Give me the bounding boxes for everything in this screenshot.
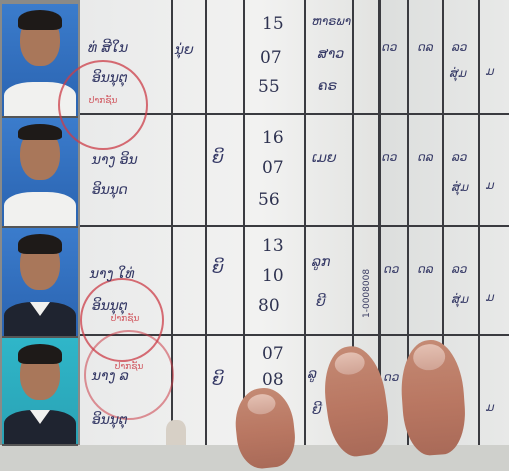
record-cell: ສຸ່ມ (452, 180, 469, 194)
portrait-photo-3 (2, 228, 78, 338)
record-day: 15 (262, 14, 284, 34)
record-month: 07 (262, 158, 284, 178)
record-cell: ດວ (384, 370, 400, 384)
record-cell: ດລ (418, 262, 434, 276)
record-id-number: 1-0008008 (362, 268, 372, 318)
record-month: 10 (262, 266, 284, 286)
record-ethnicity: ຍີ (316, 294, 326, 310)
record-day: 16 (262, 128, 284, 148)
portrait-photo-4 (2, 338, 78, 446)
official-stamp: ປາກຊັນ (80, 278, 164, 362)
record-gender: ຍິ (212, 370, 224, 390)
record-name: ນາງ ລ (92, 368, 129, 384)
portrait-photo-2 (2, 118, 78, 228)
record-day: 07 (262, 344, 284, 364)
finger-tip (166, 420, 186, 445)
record-ethnicity: ຄຣ (318, 78, 338, 94)
record-ethnicity: ລູ (308, 366, 318, 382)
record-gender: ຍິ (212, 148, 224, 168)
record-ethnicity: ຍີ (312, 402, 322, 418)
record-cell: ສຸ່ມ (450, 66, 467, 80)
record-ethnicity: ລູກ (312, 254, 331, 270)
record-month: 07 (260, 48, 282, 68)
record-cell: ມ (486, 290, 495, 304)
record-month: 08 (262, 370, 284, 390)
record-cell: ດວ (384, 262, 400, 276)
record-ethnicity: ຫາຣພາ (312, 14, 352, 28)
record-cell: ດລ (418, 40, 434, 54)
record-year: 80 (258, 296, 280, 316)
record-name: ນາງ ໃທ່ (90, 266, 135, 282)
official-stamp: ປາກຊັນ (58, 60, 148, 150)
photo-strip (0, 0, 80, 445)
record-cell: ລວ (452, 150, 468, 164)
record-cell: ດວ (382, 40, 398, 54)
record-gender: ຍິ (212, 258, 224, 278)
record-given: ອິນນຸຕຸ (92, 298, 128, 314)
record-ethnicity: ສາວ (318, 46, 345, 62)
record-year: 55 (258, 77, 280, 97)
record-given: ອິນນຸດ (92, 182, 128, 198)
record-given: ອິນນຸຕຸ (92, 70, 128, 86)
official-stamp: ປາກຊັນ (84, 330, 174, 420)
record-cell: ມ (486, 64, 495, 78)
record-cell: ມ (486, 400, 495, 414)
record-ethnicity: ເມຍ (312, 150, 337, 166)
record-year: 56 (258, 190, 280, 210)
record-day: 13 (262, 236, 284, 256)
record-cell: ລວ (452, 262, 468, 276)
record-cell: ລວ (452, 40, 468, 54)
record-cell: ສຸ່ມ (452, 292, 469, 306)
record-name: ນາງ ອິນ (92, 152, 138, 168)
record-name: ທ່ ສີໃນ (88, 40, 129, 56)
record-cell: ດລ (418, 150, 434, 164)
record-gender: ນຸ່ຍ (175, 42, 194, 58)
record-given: ອິນນຸຕຸ (92, 412, 128, 428)
record-cell: ມ (486, 178, 495, 192)
record-cell: ດວ (382, 150, 398, 164)
